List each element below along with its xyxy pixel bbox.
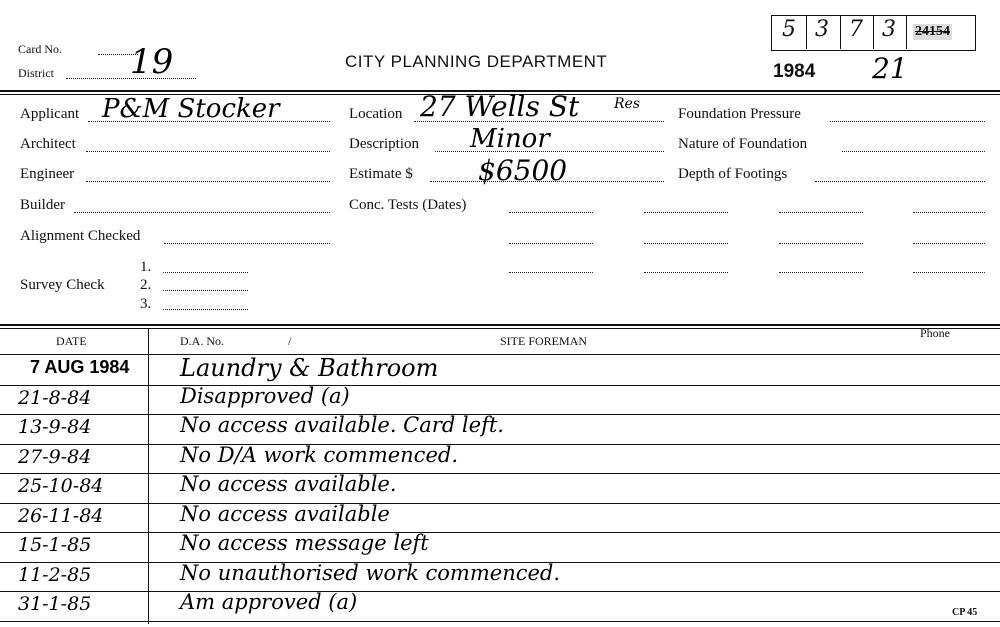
foundation-pressure-line (830, 121, 985, 122)
conc-line-a4 (913, 212, 985, 213)
box-divider (840, 15, 841, 49)
log-note: Disapproved (a) (180, 383, 350, 408)
log-note: No D/A work commenced. (180, 442, 458, 467)
survey-num-3: 3. (140, 296, 152, 312)
number-box-4: 3 (882, 17, 896, 42)
year-label: 1984 (773, 61, 816, 82)
year-suffix: 21 (872, 52, 908, 85)
da-header: D.A. No. (180, 334, 224, 348)
conc-line-c4 (913, 272, 985, 273)
conc-line-b2 (644, 243, 728, 244)
log-row-rule (0, 532, 1000, 533)
architect-label: Architect (20, 136, 76, 152)
log-date: 27-9-84 (18, 445, 92, 468)
description-value: Minor (470, 124, 550, 154)
number-box-1: 5 (782, 17, 796, 42)
log-date: 15-1-85 (18, 534, 92, 556)
conc-line-b4 (913, 243, 985, 244)
engineer-label: Engineer (20, 166, 75, 182)
log-date: 21-8-84 (18, 386, 92, 409)
depth-footings-label: Depth of Footings (678, 166, 788, 182)
log-row-rule (0, 473, 1000, 474)
log-date: 13-9-84 (18, 416, 92, 438)
nature-foundation-line (842, 151, 985, 152)
log-top-rule (0, 324, 1000, 326)
conc-line-c1 (509, 272, 593, 273)
log-note: No access message left (180, 531, 429, 555)
applicant-value: P&M Stocker (102, 94, 280, 124)
log-row-rule (0, 621, 1000, 622)
location-note: Res (614, 96, 641, 112)
conc-line-a3 (779, 212, 863, 213)
depth-footings-line (815, 181, 985, 182)
log-row-rule (0, 591, 1000, 592)
number-box-3: 7 (849, 17, 863, 42)
box-divider (873, 15, 874, 49)
log-row-rule (0, 385, 1000, 386)
district-label: District (18, 66, 54, 80)
survey-line-1 (163, 272, 248, 273)
department-title: CITY PLANNING DEPARTMENT (345, 52, 608, 71)
box-divider (906, 15, 907, 49)
log-note: No access available. (180, 472, 397, 496)
description-label: Description (349, 136, 419, 152)
engineer-line (86, 181, 330, 182)
survey-line-3 (163, 309, 248, 310)
estimate-label: Estimate $ (349, 166, 413, 182)
log-header-rule (0, 354, 1000, 355)
log-note: Am approved (a) (180, 590, 358, 614)
foundation-pressure-label: Foundation Pressure (678, 106, 801, 122)
da-slash: / (288, 334, 292, 348)
log-note: Laundry & Bathroom (180, 354, 439, 382)
survey-num-2: 2. (140, 277, 152, 293)
card-no-label: Card No. (18, 42, 62, 56)
alignment-label: Alignment Checked (20, 228, 141, 244)
alignment-line (164, 243, 330, 244)
conc-line-a1 (509, 212, 593, 213)
location-value: 27 Wells St (420, 90, 580, 123)
architect-line (86, 151, 330, 152)
phone-header: Phone (920, 326, 950, 340)
date-column-divider (148, 328, 149, 624)
nature-foundation-label: Nature of Foundation (678, 136, 808, 152)
form-code: CP 45 (952, 607, 978, 618)
applicant-label: Applicant (20, 106, 80, 122)
date-header: DATE (56, 334, 87, 348)
conc-line-c3 (779, 272, 863, 273)
survey-line-2 (163, 290, 248, 291)
log-date: 7 AUG 1984 (30, 357, 130, 377)
box-divider (806, 15, 807, 49)
log-top-rule-2 (0, 328, 1000, 329)
conc-tests-label: Conc. Tests (Dates) (349, 197, 467, 213)
number-box-2: 3 (815, 17, 829, 42)
log-note: No access available. Card left. (180, 413, 504, 437)
estimate-value: $6500 (478, 154, 568, 187)
log-row-rule (0, 444, 1000, 445)
survey-num-1: 1. (140, 259, 152, 275)
district-value: 19 (130, 42, 174, 82)
log-note: No access available (180, 501, 390, 526)
builder-label: Builder (20, 197, 65, 213)
builder-line (74, 212, 330, 213)
survey-check-label: Survey Check (20, 277, 105, 293)
foreman-header: SITE FOREMAN (500, 334, 588, 348)
conc-line-a2 (644, 212, 728, 213)
conc-line-b1 (509, 243, 593, 244)
number-box-5: 24154 (915, 24, 950, 39)
log-note: No unauthorised work commenced. (180, 560, 561, 585)
conc-line-b3 (779, 243, 863, 244)
conc-line-c2 (644, 272, 728, 273)
location-label: Location (349, 106, 403, 122)
log-row-rule (0, 503, 1000, 504)
log-date: 25-10-84 (18, 475, 104, 497)
log-date: 11-2-85 (18, 563, 92, 586)
log-date: 31-1-85 (18, 593, 92, 615)
log-date: 26-11-84 (18, 504, 104, 527)
